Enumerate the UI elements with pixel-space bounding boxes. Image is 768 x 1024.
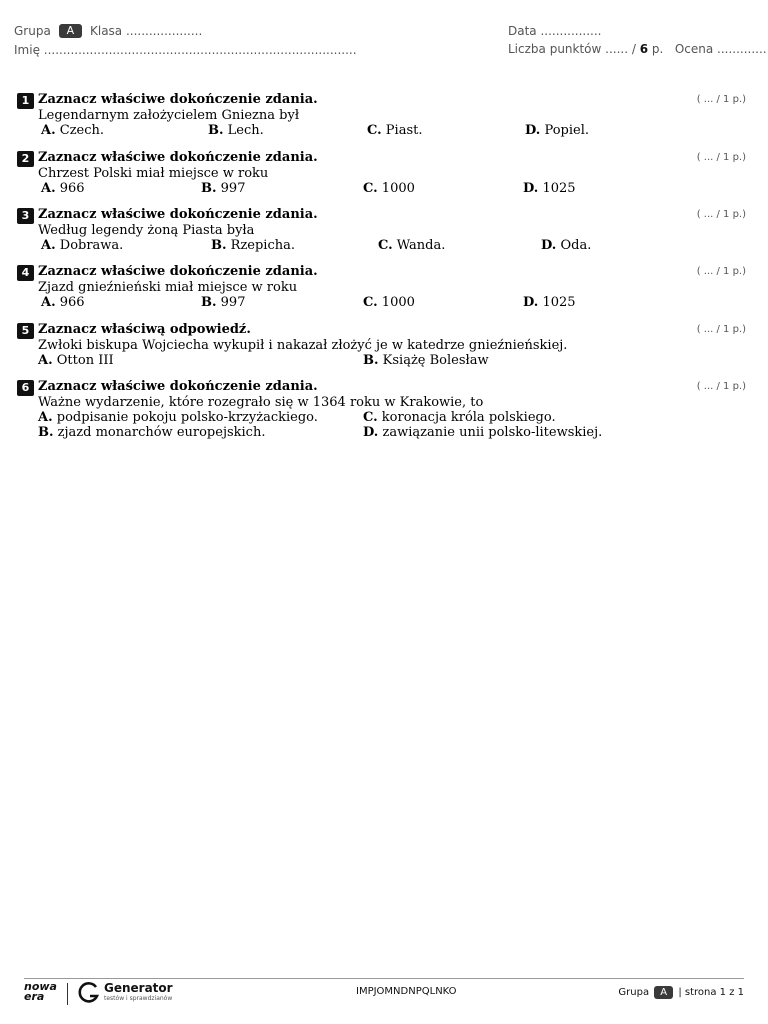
question-number: 1	[17, 93, 34, 109]
footer-divider	[24, 978, 744, 979]
option-a[interactable]: A. 966	[41, 295, 85, 310]
option-d[interactable]: D. 1025	[523, 295, 576, 310]
question-stem: Chrzest Polski miał miejsce w roku	[38, 166, 269, 181]
question-stem: Według legendy żoną Piasta była	[38, 223, 255, 238]
group-label: Grupa	[14, 24, 51, 38]
question-number: 2	[17, 151, 34, 167]
points-box: ( ... / 1 p.)	[696, 152, 746, 163]
option-c[interactable]: C. 1000	[363, 295, 415, 310]
question-stem: Zwłoki biskupa Wojciecha wykupił i nakazał złożyć je w katedrze gnieźnieńskiej.	[38, 338, 568, 353]
question-stem: Legendarnym założycielem Gniezna był	[38, 108, 300, 123]
option-c[interactable]: C. Wanda.	[378, 238, 446, 253]
class-field: Klasa ....................	[90, 24, 203, 38]
question-title: Zaznacz właściwe dokończenie zdania.	[38, 379, 318, 394]
grade-field: Ocena .............	[674, 42, 767, 56]
option-d[interactable]: D. Oda.	[541, 238, 592, 253]
points-suffix: p.	[651, 42, 664, 56]
option-b[interactable]: B. zjazd monarchów europejskich.	[38, 425, 266, 440]
question-title: Zaznacz właściwe dokończenie zdania.	[38, 207, 318, 222]
question-number: 5	[17, 323, 34, 339]
generator-logo: Generator testów i sprawdzianów	[104, 981, 173, 1002]
test-code: IMPJOMNDNPQLNKO	[356, 986, 457, 997]
page-info: Grupa A | strona 1 z 1	[618, 987, 744, 998]
option-a[interactable]: A. Czech.	[41, 123, 105, 138]
option-b[interactable]: B. Lech.	[208, 123, 264, 138]
logo-separator	[67, 983, 68, 1005]
points-box: ( ... / 1 p.)	[696, 324, 746, 335]
option-b[interactable]: B. 997	[201, 181, 246, 196]
points-box: ( ... / 1 p.)	[696, 94, 746, 105]
question-number: 3	[17, 208, 34, 224]
option-c[interactable]: C. koronacja króla polskiego.	[363, 410, 556, 425]
points-box: ( ... / 1 p.)	[696, 381, 746, 392]
points-max: 6	[639, 42, 649, 56]
option-d[interactable]: D. 1025	[523, 181, 576, 196]
points-box: ( ... / 1 p.)	[696, 266, 746, 277]
option-a[interactable]: A. podpisanie pokoju polsko-krzyżackiego.	[38, 410, 318, 425]
question-stem: Zjazd gnieźnieński miał miejsce w roku	[38, 280, 298, 295]
question-title: Zaznacz właściwą odpowiedź.	[38, 322, 251, 337]
group-badge: A	[59, 24, 83, 38]
generator-g-icon	[77, 981, 101, 1005]
question-number: 4	[17, 265, 34, 281]
points-label: Liczba punktów ...... /	[508, 42, 636, 56]
group-badge: A	[654, 986, 673, 999]
option-b[interactable]: B. Rzepicha.	[211, 238, 296, 253]
option-a[interactable]: A. 966	[41, 181, 85, 196]
points-box: ( ... / 1 p.)	[696, 209, 746, 220]
question-number: 6	[17, 380, 34, 396]
question-title: Zaznacz właściwe dokończenie zdania.	[38, 150, 318, 165]
score-line	[508, 42, 767, 56]
option-b[interactable]: B. Książę Bolesław	[363, 353, 489, 368]
option-d[interactable]: D. zawiązanie unii polsko-litewskiej.	[363, 425, 603, 440]
name-field: Imię ..................................................................................	[14, 43, 357, 57]
group-class-line	[14, 24, 202, 38]
question-stem: Ważne wydarzenie, które rozegrało się w 1364 roku w Krakowie, to	[38, 395, 484, 410]
option-b[interactable]: B. 997	[201, 295, 246, 310]
question-title: Zaznacz właściwe dokończenie zdania.	[38, 264, 318, 279]
date-field: Data ................	[508, 24, 602, 38]
option-c[interactable]: C. Piast.	[367, 123, 423, 138]
nowa-era-logo: nowa era	[24, 980, 57, 1003]
option-a[interactable]: A. Dobrawa.	[41, 238, 124, 253]
question-title: Zaznacz właściwe dokończenie zdania.	[38, 92, 318, 107]
option-c[interactable]: C. 1000	[363, 181, 415, 196]
option-d[interactable]: D. Popiel.	[525, 123, 589, 138]
option-a[interactable]: A. Otton III	[38, 353, 114, 368]
